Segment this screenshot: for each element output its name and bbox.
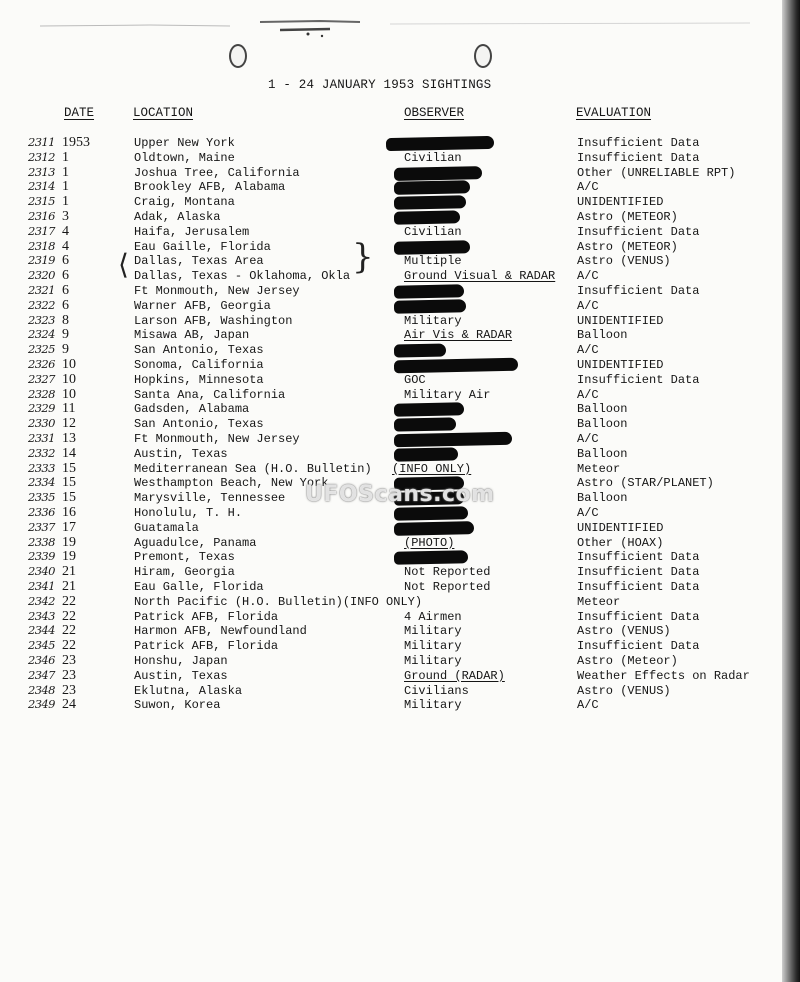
row-location: Dallas, Texas - Oklahoma, Okla [134, 269, 351, 284]
case-number: 2345 [28, 638, 55, 653]
row-location: Upper New York [134, 136, 235, 150]
row-location: Austin, Texas [134, 668, 228, 683]
row-date: 23 [62, 667, 76, 683]
case-number: 2335 [28, 490, 55, 505]
row-observer: Military Air [404, 387, 491, 402]
row-date: 23 [62, 653, 76, 668]
row-location: Patrick AFB, Florida [134, 609, 279, 624]
row-evaluation: Meteor [577, 594, 621, 609]
row-observer: GOC [404, 372, 426, 387]
row-observer: Military [404, 654, 462, 668]
row-location: Adak, Alaska [134, 210, 221, 224]
row-evaluation: Insufficient Data [577, 150, 700, 165]
case-number: 2313 [28, 164, 55, 179]
row-evaluation: UNIDENTIFIED [577, 358, 664, 372]
row-evaluation: Insufficient Data [577, 639, 700, 654]
row-date: 8 [62, 312, 69, 328]
row-evaluation: Insufficient Data [577, 550, 700, 565]
row-evaluation: Weather Effects on Radar [577, 668, 750, 683]
row-location: Haifa, Jerusalem [134, 224, 250, 239]
row-evaluation: A/C [577, 698, 599, 713]
table-row [0, 358, 800, 373]
case-number: 2326 [28, 357, 55, 371]
top-scan-marks [30, 14, 770, 40]
row-evaluation: A/C [577, 298, 599, 313]
row-evaluation: UNIDENTIFIED [577, 195, 664, 210]
row-location: San Antonio, Texas [134, 343, 264, 358]
redaction-bar [394, 284, 464, 298]
row-evaluation: Astro (Meteor) [577, 654, 678, 668]
row-date: 1 [62, 164, 69, 180]
left-brace: ⟨ [118, 248, 129, 281]
table-row [0, 550, 800, 565]
case-number: 2312 [28, 149, 55, 164]
case-number: 2349 [28, 697, 55, 712]
redaction-bar [394, 551, 468, 566]
table-row [0, 654, 800, 669]
row-date: 19 [62, 534, 76, 550]
row-evaluation: UNIDENTIFIED [577, 520, 664, 535]
row-date: 15 [62, 475, 76, 491]
row-location: Ft Monmouth, New Jersey [134, 284, 300, 298]
row-date: 11 [62, 401, 76, 417]
table-row [0, 536, 800, 551]
row-location: Joshua Tree, California [134, 165, 300, 180]
row-observer: Military [404, 624, 462, 639]
row-evaluation: Astro (VENUS) [577, 683, 671, 698]
case-number: 2341 [28, 579, 55, 593]
row-location: Honolulu, T. H. [134, 506, 243, 520]
punch-hole-right [474, 44, 492, 68]
document-title: 1 - 24 JANUARY 1953 SIGHTINGS [268, 78, 492, 92]
row-location: Aguadulce, Panama [134, 535, 257, 550]
row-evaluation: Balloon [577, 328, 628, 343]
row-location: Eau Gaille, Florida [134, 239, 271, 254]
row-location: Austin, Texas [134, 446, 228, 461]
redaction-bar [394, 521, 474, 536]
table-row [0, 314, 800, 329]
row-date: 22 [62, 593, 76, 609]
row-location: Misawa AB, Japan [134, 328, 250, 343]
case-number: 2346 [28, 653, 55, 667]
table-row [0, 595, 800, 610]
row-observer: (PHOTO) [404, 535, 455, 550]
row-evaluation: Insufficient Data [577, 580, 700, 594]
row-location: North Pacific (H.O. Bulletin)(INFO ONLY) [134, 594, 423, 609]
table-row [0, 432, 800, 447]
row-evaluation: Insufficient Data [577, 136, 700, 150]
table-row [0, 343, 800, 358]
row-date: 22 [62, 608, 76, 624]
table-row [0, 166, 800, 181]
row-location: Guatamala [134, 520, 199, 535]
case-number: 2322 [28, 297, 55, 312]
case-number: 2338 [28, 534, 55, 549]
case-number: 2317 [28, 223, 55, 238]
row-location: Patrick AFB, Florida [134, 639, 279, 654]
row-date: 4 [62, 223, 69, 239]
row-evaluation: Astro (VENUS) [577, 254, 671, 269]
case-number: 2336 [28, 505, 55, 519]
table-row [0, 388, 800, 403]
row-evaluation: Insufficient Data [577, 565, 700, 580]
row-location: Hopkins, Minnesota [134, 372, 264, 387]
row-date: 1 [62, 194, 69, 210]
row-date: 1 [62, 149, 69, 165]
row-location: Brookley AFB, Alabama [134, 180, 286, 195]
case-number: 2337 [28, 519, 55, 534]
row-evaluation: Balloon [577, 402, 628, 417]
row-evaluation: Astro (METEOR) [577, 210, 678, 224]
row-date: 6 [62, 253, 69, 269]
table-row [0, 462, 800, 477]
case-number: 2334 [28, 475, 55, 490]
table-row [0, 180, 800, 195]
table-row [0, 328, 800, 343]
table-row [0, 402, 800, 417]
table-row [0, 225, 800, 240]
row-date: 21 [62, 579, 76, 594]
row-evaluation: Balloon [577, 417, 628, 432]
row-date: 21 [62, 564, 76, 580]
case-number: 2319 [28, 253, 55, 268]
row-location: San Antonio, Texas [134, 417, 264, 432]
table-row [0, 698, 800, 713]
row-observer: Multiple [404, 254, 462, 269]
redaction-bar [394, 403, 464, 417]
row-evaluation: Astro (VENUS) [577, 624, 671, 639]
table-row [0, 299, 800, 314]
case-number: 2315 [28, 194, 55, 209]
table-row [0, 624, 800, 639]
row-evaluation: Meteor [577, 461, 621, 476]
table-row [0, 684, 800, 699]
row-evaluation: UNIDENTIFIED [577, 313, 664, 328]
row-evaluation: Insufficient Data [577, 372, 700, 387]
row-evaluation: Insufficient Data [577, 284, 700, 298]
row-date: 12 [62, 416, 76, 432]
case-number: 2321 [28, 283, 55, 297]
row-date: 6 [62, 268, 69, 284]
row-observer: Civilian [404, 150, 462, 165]
row-evaluation: A/C [577, 269, 599, 284]
row-evaluation: A/C [577, 180, 599, 195]
case-number: 2327 [28, 371, 55, 386]
row-date: 10 [62, 386, 76, 402]
row-evaluation: Insufficient Data [577, 609, 700, 624]
row-location: Eklutna, Alaska [134, 683, 243, 698]
row-date: 6 [62, 297, 69, 313]
row-date: 23 [62, 682, 76, 698]
row-location: Dallas, Texas Area [134, 254, 264, 269]
row-location: Larson AFB, Washington [134, 313, 293, 328]
redaction-bar [394, 358, 518, 374]
table-row [0, 136, 800, 151]
row-evaluation: Balloon [577, 446, 628, 461]
redaction-bar [394, 432, 512, 447]
row-date: 9 [62, 342, 69, 358]
row-location: Ft Monmouth, New Jersey [134, 432, 300, 446]
table-row [0, 447, 800, 462]
table-row [0, 610, 800, 625]
row-date: 22 [62, 623, 76, 639]
redaction-bar [394, 210, 460, 224]
row-location: Honshu, Japan [134, 654, 228, 668]
case-number: 2331 [28, 431, 55, 445]
redaction-bar [394, 506, 468, 521]
case-number: 2314 [28, 179, 55, 194]
row-location: Santa Ana, California [134, 387, 286, 402]
row-evaluation: Astro (METEOR) [577, 239, 678, 254]
row-location: Sonoma, California [134, 358, 264, 372]
row-date: 14 [62, 445, 76, 461]
case-number: 2311 [28, 135, 55, 149]
table-row [0, 151, 800, 166]
table-row [0, 565, 800, 580]
row-date: 15 [62, 460, 76, 476]
row-observer: Not Reported [404, 565, 491, 580]
row-evaluation: A/C [577, 343, 599, 358]
case-number: 2344 [28, 623, 55, 638]
case-number: 2320 [28, 268, 55, 283]
row-evaluation: Insufficient Data [577, 224, 700, 239]
table-row [0, 284, 800, 299]
case-number: 2328 [28, 386, 55, 401]
row-date: 22 [62, 638, 76, 654]
redaction-bar [394, 418, 456, 432]
redaction-bar [394, 299, 466, 314]
row-location: Oldtown, Maine [134, 150, 235, 165]
row-observer: (INFO ONLY) [392, 461, 472, 476]
row-date: 15 [62, 490, 76, 506]
row-evaluation: Balloon [577, 491, 628, 506]
row-location: Marysville, Tennessee [134, 491, 286, 506]
row-date: 17 [62, 519, 76, 535]
row-date: 3 [62, 209, 69, 224]
case-number: 2329 [28, 401, 55, 416]
header-evaluation: EVALUATION [576, 106, 652, 120]
case-number: 2330 [28, 416, 55, 431]
row-date: 19 [62, 549, 76, 565]
row-observer: 4 Airmen [404, 609, 462, 624]
table-row [0, 580, 800, 595]
table-row [0, 417, 800, 432]
row-observer: Civilian [404, 224, 462, 239]
row-date: 10 [62, 371, 76, 387]
row-observer: Ground Visual & RADAR [404, 269, 556, 284]
case-number: 2343 [28, 608, 55, 623]
case-number: 2339 [28, 549, 55, 564]
row-location: Gadsden, Alabama [134, 402, 250, 417]
row-evaluation: A/C [577, 432, 599, 446]
row-location: Harmon AFB, Newfoundland [134, 624, 307, 639]
row-observer: Military [404, 698, 462, 713]
redaction-bar [394, 344, 446, 358]
header-location: LOCATION [133, 106, 194, 120]
row-evaluation: Other (UNRELIABLE RPT) [577, 165, 736, 180]
row-location: Suwon, Korea [134, 698, 221, 713]
case-number: 2340 [28, 564, 55, 579]
row-observer: Not Reported [404, 580, 491, 594]
row-location: Eau Galle, Florida [134, 580, 264, 594]
case-number: 2324 [28, 327, 55, 342]
redaction-bar [394, 240, 470, 255]
row-observer: Air Vis & RADAR [404, 328, 513, 343]
redaction-bar [386, 136, 494, 151]
row-location: Premont, Texas [134, 550, 235, 565]
row-date: 4 [62, 238, 69, 254]
redaction-bar [394, 447, 458, 461]
row-date: 13 [62, 431, 76, 446]
row-observer: Ground (RADAR) [404, 668, 505, 683]
header-observer: OBSERVER [404, 106, 465, 120]
row-date: 16 [62, 505, 76, 520]
row-date: 10 [62, 357, 76, 372]
table-row [0, 639, 800, 654]
row-evaluation: Other (HOAX) [577, 535, 664, 550]
row-observer: Civilians [404, 683, 469, 698]
case-number: 2325 [28, 342, 55, 357]
right-brace: } [352, 237, 374, 277]
row-evaluation: A/C [577, 387, 599, 402]
row-date: 1953 [62, 135, 90, 150]
watermark: UFOScans.com [305, 482, 495, 507]
table-row [0, 521, 800, 536]
table-row [0, 210, 800, 225]
row-location: Westhampton Beach, New York [134, 476, 329, 491]
redaction-bar [394, 195, 466, 210]
redaction-bar [394, 181, 470, 196]
punch-hole-left [229, 44, 247, 68]
case-number: 2347 [28, 667, 55, 682]
case-number: 2323 [28, 312, 55, 327]
row-evaluation: A/C [577, 506, 599, 520]
row-date: 24 [62, 697, 76, 713]
row-observer: Military [404, 639, 462, 654]
row-location: Mediterranean Sea (H.O. Bulletin) [134, 461, 372, 476]
row-observer: Military [404, 313, 462, 328]
header-date: DATE [64, 106, 95, 120]
case-number: 2333 [28, 460, 55, 475]
table-row [0, 195, 800, 210]
case-number: 2342 [28, 593, 55, 608]
row-location: Warner AFB, Georgia [134, 298, 271, 313]
case-number: 2332 [28, 445, 55, 460]
row-date: 9 [62, 327, 69, 343]
case-number: 2318 [28, 238, 55, 253]
row-date: 6 [62, 283, 69, 298]
table-row [0, 669, 800, 684]
case-number: 2316 [28, 209, 55, 223]
redaction-bar [394, 166, 482, 181]
case-number: 2348 [28, 682, 55, 697]
table-row [0, 506, 800, 521]
row-location: Hiram, Georgia [134, 565, 235, 580]
row-evaluation: Astro (STAR/PLANET) [577, 476, 714, 491]
table-row [0, 373, 800, 388]
row-location: Craig, Montana [134, 195, 235, 210]
row-date: 1 [62, 179, 69, 195]
